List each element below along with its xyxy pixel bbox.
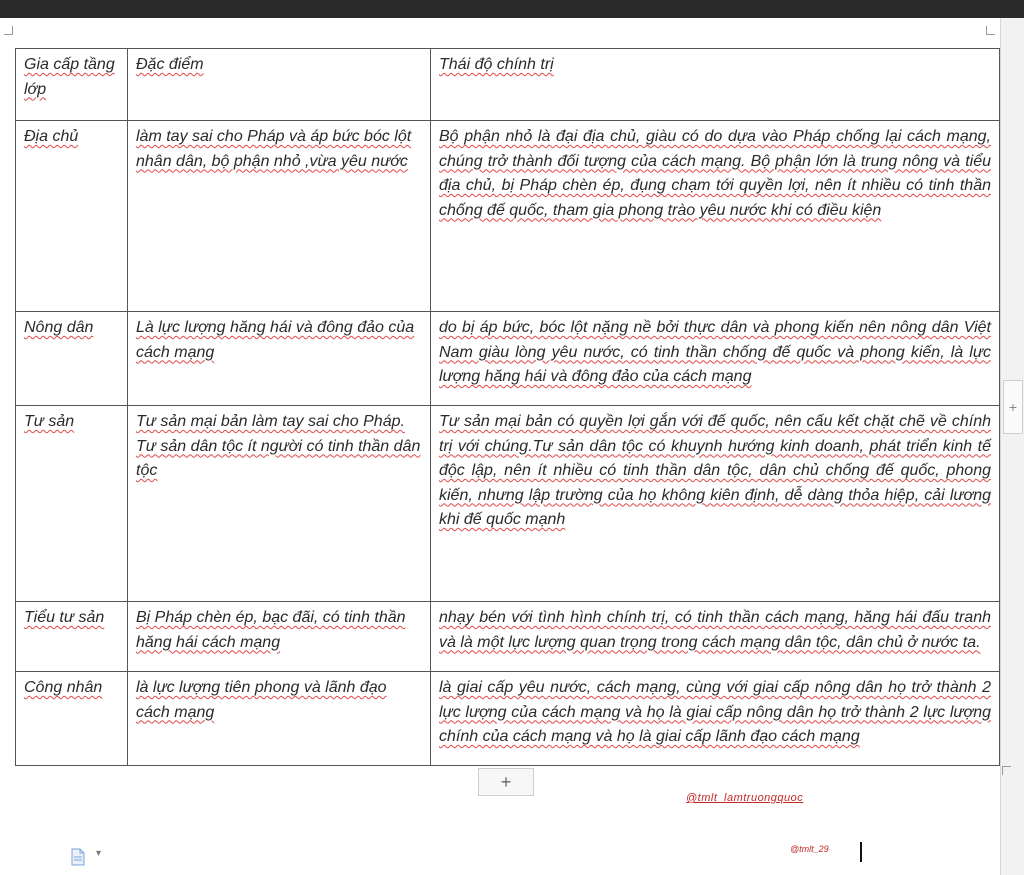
table-row: [16, 672, 1000, 766]
table-cell-class[interactable]: Địa chủ: [16, 121, 128, 312]
table-cell-features[interactable]: Là lực lượng hăng hái và đông đảo của cách mạng: [128, 312, 431, 406]
table-row: [16, 121, 1000, 312]
table-row: [16, 602, 1000, 672]
table-cell-features[interactable]: Tư sản mại bản làm tay sai cho Pháp. Tư sản dân tộc ít người có tinh thần dân tộc: [128, 406, 431, 602]
add-column-button[interactable]: +: [1003, 380, 1023, 434]
table-cell-attitude[interactable]: nhạy bén với tình hình chính trị, có tinh thần cách mạng, hăng hái đấu tranh và là một lực lượng quan trọng trong cách mạng dân tộc, dân chủ ở nước ta.: [431, 602, 1000, 672]
table-cell-class[interactable]: Công nhân: [16, 672, 128, 766]
page-margin-corner: [4, 26, 13, 35]
text-cursor: [860, 842, 862, 862]
add-row-button[interactable]: +: [478, 768, 534, 796]
page-margin-corner: [986, 26, 995, 35]
table-header-cell[interactable]: Gia cấp tầng lớp: [16, 49, 128, 121]
signature-small-text: @tmlt_29: [790, 844, 829, 854]
table-cell-features[interactable]: Bị Pháp chèn ép, bạc đãi, có tinh thần hăng hái cách mạng: [128, 602, 431, 672]
table-cell-class[interactable]: Tiểu tư sản: [16, 602, 128, 672]
table-row: [16, 312, 1000, 406]
table-cell-attitude[interactable]: Tư sản mại bản có quyền lợi gắn với đế quốc, nên cấu kết chặt chẽ về chính trị với chúng.Tư sản dân tộc có khuynh hướng kinh doanh, phát triển kinh tế độc lập, nên ít nhiều có tinh thần dân tộc, dân chủ chống đế quốc, phong kiến, nhưng lập trường của họ không kiên định, dễ dàng thỏa hiệp, cải lương khi đế quốc mạnh: [431, 406, 1000, 602]
window-top-bar: [0, 0, 1024, 18]
chevron-down-icon[interactable]: ▾: [96, 848, 102, 859]
page-margin-corner: [1002, 766, 1011, 775]
document-icon[interactable]: [70, 848, 86, 866]
table-cell-class[interactable]: Nông dân: [16, 312, 128, 406]
table-row: [16, 406, 1000, 602]
table-cell-features[interactable]: là lực lượng tiên phong và lãnh đạo cách mạng: [128, 672, 431, 766]
right-scroll-gutter[interactable]: [1000, 18, 1024, 875]
document-table[interactable]: [15, 48, 1000, 766]
table-cell-attitude[interactable]: là giai cấp yêu nước, cách mạng, cùng với giai cấp nông dân họ trở thành 2 lực lượng của cách mạng và họ là giai cấp nông dân họ trở thành 2 lực lượng chính của cách mạng và họ là giai cấp lãnh đạo cách mạng: [431, 672, 1000, 766]
signature-text: @tmlt_lamtruongquoc: [686, 792, 804, 804]
table-cell-features[interactable]: làm tay sai cho Pháp và áp bức bóc lột nhân dân, bộ phận nhỏ ,vừa yêu nước: [128, 121, 431, 312]
table-header-cell[interactable]: Thái độ chính trị: [431, 49, 1000, 121]
table-header-cell[interactable]: Đặc điểm: [128, 49, 431, 121]
table-cell-attitude[interactable]: do bị áp bức, bóc lột nặng nề bởi thực dân và phong kiến nên nông dân Việt Nam giàu lòng yêu nước, có tinh thần chống đế quốc và phong kiến, là lực lượng hăng hái và đông đảo của cách mạng: [431, 312, 1000, 406]
table-cell-attitude[interactable]: Bộ phận nhỏ là đại địa chủ, giàu có do dựa vào Pháp chống lại cách mạng, chúng trở thành đối tượng của cách mạng. Bộ phận lớn là trung nông và tiểu địa chủ, bị Pháp chèn ép, đụng chạm tới quyền lợi, nên ít nhiều có tinh thần chống đế quốc, tham gia phong trào yêu nước khi có điều kiện: [431, 121, 1000, 312]
table-cell-class[interactable]: Tư sản: [16, 406, 128, 602]
table-header-row: [16, 49, 1000, 121]
